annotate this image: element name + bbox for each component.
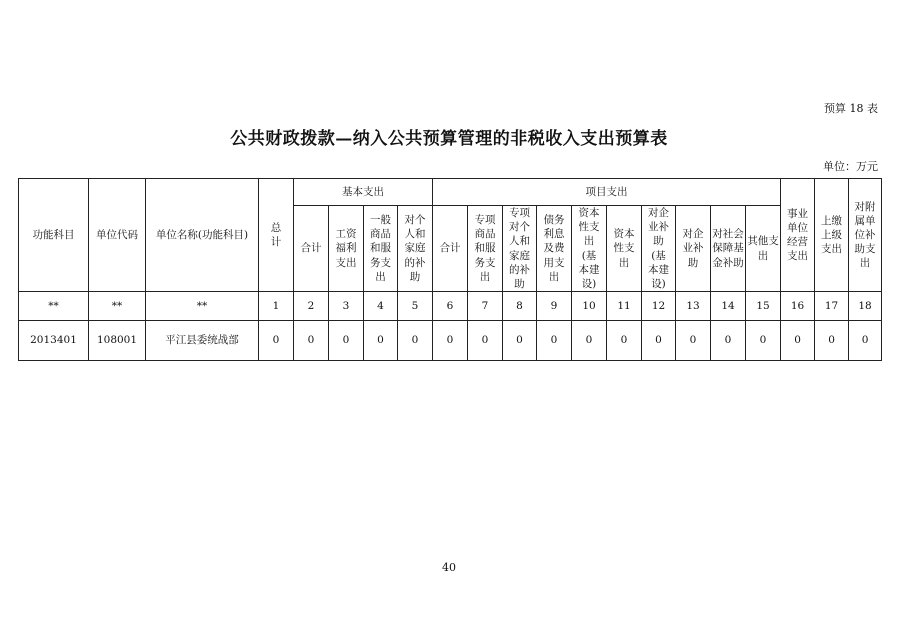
cell-value: 0	[364, 321, 398, 361]
header-capital-basic: 资本性支出(基本建设)	[572, 206, 607, 292]
index-cell: 1	[259, 292, 294, 321]
index-cell: 18	[849, 292, 882, 321]
cell-value: 0	[849, 321, 882, 361]
cell-value: 0	[746, 321, 781, 361]
header-salary: 工资福利支出	[329, 206, 364, 292]
cell-value: 0	[676, 321, 711, 361]
cell-value: 0	[433, 321, 468, 361]
header-debt-interest: 债务利息及费用支出	[537, 206, 572, 292]
index-cell: 11	[607, 292, 642, 321]
table-number: 预算 18 表	[824, 102, 878, 115]
index-cell: 12	[642, 292, 676, 321]
header-business-ops: 事业单位经营支出	[781, 179, 815, 292]
header-total: 总计	[259, 179, 294, 292]
header-unit-name: 单位名称(功能科目)	[146, 179, 259, 292]
index-cell: 17	[815, 292, 849, 321]
cell-value: 0	[572, 321, 607, 361]
index-cell: 7	[468, 292, 503, 321]
index-row	[19, 292, 882, 321]
cell-value: 0	[503, 321, 537, 361]
header-project-subtotal: 合计	[433, 206, 468, 292]
index-cell: 4	[364, 292, 398, 321]
cell-value: 0	[294, 321, 329, 361]
header-basic-group: 基本支出	[294, 179, 433, 206]
header-other: 其他支出	[746, 206, 781, 292]
header-special-goods: 专项商品和服务支出	[468, 206, 503, 292]
index-cell: 6	[433, 292, 468, 321]
cell-value: 0	[781, 321, 815, 361]
cell-value: 0	[642, 321, 676, 361]
header-basic-subtotal: 合计	[294, 206, 329, 292]
cell-value: 0	[711, 321, 746, 361]
cell-value: 0	[468, 321, 503, 361]
cell-unit-name: 平江县委统战部	[146, 321, 259, 361]
header-func-subject: 功能科目	[19, 179, 89, 292]
header-social-security: 对社会保障基金补助	[711, 206, 746, 292]
cell-value: 0	[537, 321, 572, 361]
index-cell: 3	[329, 292, 364, 321]
header-project-group: 项目支出	[433, 179, 781, 206]
index-cell: 8	[503, 292, 537, 321]
header-upper-payment: 上缴上级支出	[815, 179, 849, 292]
header-special-personal: 专项对个人和家庭的补助	[503, 206, 537, 292]
index-cell: 16	[781, 292, 815, 321]
header-affiliated-subsidy: 对附属单位补助支出	[849, 179, 882, 292]
header-unit-code: 单位代码	[89, 179, 146, 292]
cell-value: 0	[329, 321, 364, 361]
page-title: 公共财政拨款—纳入公共预算管理的非税收入支出预算表	[230, 129, 668, 149]
cell-unit-code: 108001	[89, 321, 146, 361]
table-row	[19, 321, 882, 361]
index-cell: **	[19, 292, 89, 321]
header-enterprise-basic: 对企业补助(基本建设)	[642, 206, 676, 292]
header-enterprise: 对企业补助	[676, 206, 711, 292]
cell-value: 0	[259, 321, 294, 361]
cell-value: 0	[815, 321, 849, 361]
index-cell: **	[146, 292, 259, 321]
header-general-goods: 一般商品和服务支出	[364, 206, 398, 292]
index-cell: 14	[711, 292, 746, 321]
header-row-1	[19, 179, 882, 206]
unit-label: 单位：万元	[823, 160, 878, 173]
budget-table	[18, 178, 882, 361]
index-cell: **	[89, 292, 146, 321]
page-number: 40	[442, 561, 456, 574]
cell-func-subject: 2013401	[19, 321, 89, 361]
header-capital: 资本性支出	[607, 206, 642, 292]
index-cell: 2	[294, 292, 329, 321]
index-cell: 13	[676, 292, 711, 321]
index-cell: 15	[746, 292, 781, 321]
index-cell: 9	[537, 292, 572, 321]
index-cell: 10	[572, 292, 607, 321]
index-cell: 5	[398, 292, 433, 321]
header-personal-subsidy: 对个人和家庭的补助	[398, 206, 433, 292]
cell-value: 0	[398, 321, 433, 361]
cell-value: 0	[607, 321, 642, 361]
